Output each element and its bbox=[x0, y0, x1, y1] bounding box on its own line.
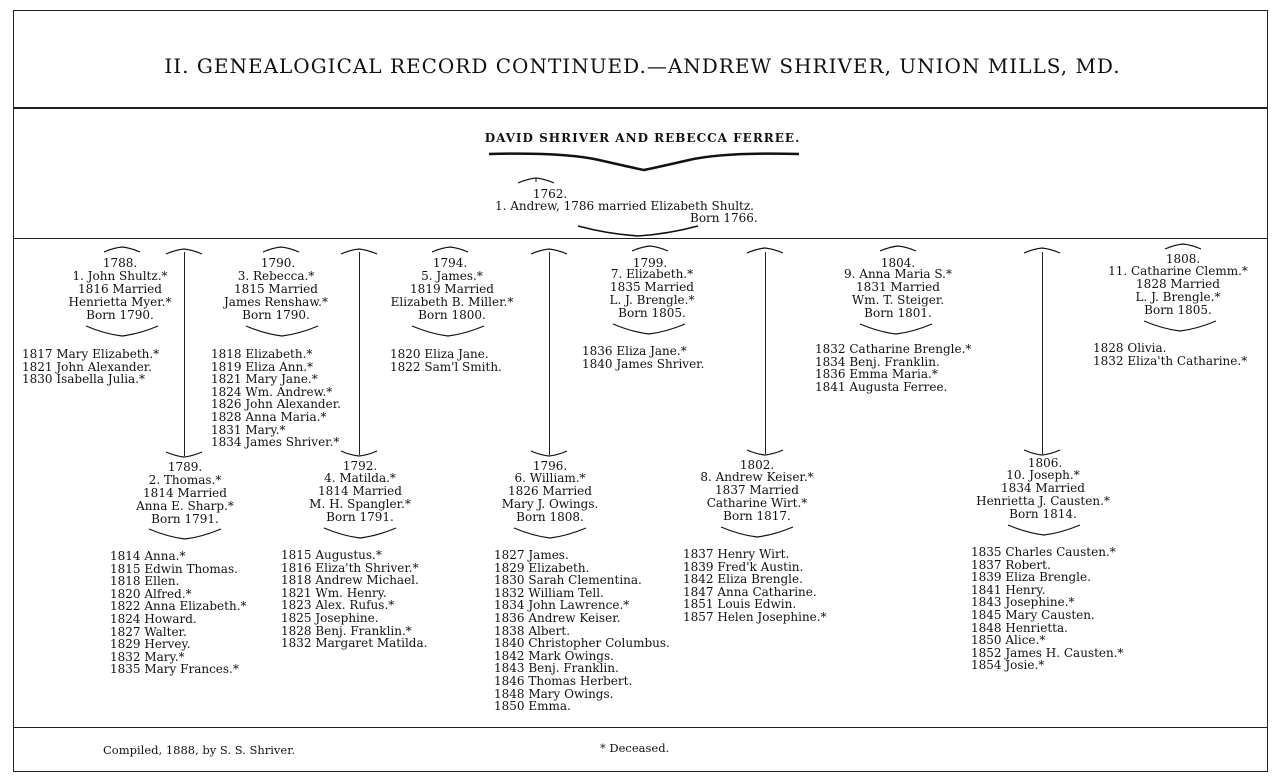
compiled-credit: Compiled, 1888, by S. S. Shriver. bbox=[103, 743, 296, 757]
child-entry: 1832 William Tell. bbox=[494, 585, 604, 600]
family-spouse: Catharine Wirt.* bbox=[706, 496, 808, 510]
family-married: 1831 Married bbox=[856, 280, 940, 294]
child-entry: 1843 Benj. Franklin. bbox=[494, 661, 619, 676]
child-entry: 1835 Mary Frances.* bbox=[110, 662, 239, 677]
child-entry: 1817 Mary Elizabeth.* bbox=[22, 347, 160, 361]
family-spouse: Anna E. Sharp.* bbox=[136, 499, 234, 513]
family-married: 1828 Married bbox=[1136, 277, 1220, 291]
deceased-note: * Deceased. bbox=[600, 741, 670, 755]
andrew-year: 1762. bbox=[532, 187, 568, 201]
child-entry: 1839 Eliza Brengle. bbox=[971, 570, 1091, 585]
child-entry: 1854 Josie.* bbox=[971, 658, 1045, 673]
family-married: 1834 Married bbox=[1001, 481, 1085, 495]
family-year: 1790. bbox=[260, 256, 296, 270]
child-entry: 1830 Isabella Julia.* bbox=[22, 372, 146, 387]
child-entry: 1828 Benj. Franklin.* bbox=[281, 623, 412, 638]
child-entry: 1850 Emma. bbox=[494, 699, 571, 714]
family-born: Born 1808. bbox=[516, 510, 584, 524]
child-entry: 1836 Andrew Keiser. bbox=[494, 610, 621, 625]
child-entry: 1821 John Alexander. bbox=[22, 359, 152, 374]
family-born: Born 1800. bbox=[418, 308, 486, 322]
child-entry: 1824 Howard. bbox=[110, 611, 197, 626]
child-entry: 1846 Thomas Herbert. bbox=[494, 673, 633, 688]
child-entry: 1834 James Shriver.* bbox=[211, 435, 340, 450]
family-year: 1796. bbox=[532, 459, 568, 473]
family-name: 7. Elizabeth.* bbox=[610, 267, 694, 281]
family-born: Born 1801. bbox=[864, 306, 932, 320]
family-name: 1. John Shultz.* bbox=[72, 269, 168, 283]
child-entry: 1836 Eliza Jane.* bbox=[582, 344, 687, 358]
family-spouse: Elizabeth B. Miller.* bbox=[390, 295, 514, 309]
parents-heading: DAVID SHRIVER AND REBECCA FERREE. bbox=[484, 131, 801, 145]
family-married: 1815 Married bbox=[234, 282, 318, 296]
family-born: Born 1814. bbox=[1009, 507, 1077, 521]
child-entry: 1814 Anna.* bbox=[110, 549, 186, 563]
child-entry: 1827 James. bbox=[494, 548, 569, 562]
child-entry: 1850 Alice.* bbox=[971, 633, 1046, 648]
child-entry: 1835 Charles Causten.* bbox=[971, 545, 1116, 559]
child-entry: 1815 Edwin Thomas. bbox=[110, 561, 238, 576]
child-entry: 1827 Walter. bbox=[110, 624, 187, 639]
family-married: 1814 Married bbox=[318, 484, 402, 498]
child-entry: 1825 Josephine. bbox=[281, 610, 379, 625]
family-name: 4. Matilda.* bbox=[324, 471, 396, 485]
family-married: 1837 Married bbox=[715, 483, 799, 497]
andrew-born: Born 1766. bbox=[690, 211, 758, 225]
child-entry: 1857 Helen Josephine.* bbox=[683, 609, 827, 624]
family-born: Born 1790. bbox=[242, 308, 310, 322]
family-married: 1819 Married bbox=[410, 282, 494, 296]
family-married: 1826 Married bbox=[508, 484, 592, 498]
family-born: Born 1791. bbox=[326, 510, 394, 524]
family-year: 1808. bbox=[1165, 252, 1201, 266]
family-name: 6. William.* bbox=[514, 471, 586, 485]
child-entry: 1837 Henry Wirt. bbox=[683, 547, 790, 561]
family-name: 5. James.* bbox=[421, 269, 483, 283]
family-married: 1835 Married bbox=[610, 280, 694, 294]
child-entry: 1821 Mary Jane.* bbox=[211, 372, 318, 387]
family-born: Born 1817. bbox=[723, 509, 791, 523]
andrew-line: 1. Andrew, 1786 married Elizabeth Shultz. bbox=[495, 199, 754, 213]
family-year: 1799. bbox=[632, 256, 668, 270]
child-entry: 1829 Elizabeth. bbox=[494, 560, 590, 575]
child-entry: 1842 Mark Owings. bbox=[494, 648, 614, 663]
child-entry: 1848 Henrietta. bbox=[971, 620, 1068, 635]
family-year: 1794. bbox=[432, 256, 468, 270]
child-entry: 1852 James H. Causten.* bbox=[971, 645, 1124, 660]
family-year: 1802. bbox=[739, 458, 775, 472]
child-entry: 1836 Emma Maria.* bbox=[815, 367, 938, 382]
child-entry: 1832 Eliza'th Catharine.* bbox=[1093, 353, 1248, 368]
child-entry: 1834 Benj. Franklin. bbox=[815, 354, 940, 369]
family-born: Born 1790. bbox=[86, 308, 154, 322]
child-entry: 1826 John Alexander. bbox=[211, 397, 341, 412]
child-entry: 1829 Hervey. bbox=[110, 637, 191, 652]
family-spouse: L. J. Brengle.* bbox=[609, 293, 695, 307]
child-entry: 1845 Mary Causten. bbox=[971, 607, 1095, 622]
child-entry: 1822 Anna Elizabeth.* bbox=[110, 599, 247, 614]
child-entry: 1830 Sarah Clementina. bbox=[494, 573, 642, 588]
child-entry: 1840 James Shriver. bbox=[582, 356, 705, 371]
family-married: 1814 Married bbox=[143, 486, 227, 500]
family-spouse: Wm. T. Steiger. bbox=[851, 293, 945, 307]
child-entry: 1837 Robert. bbox=[971, 557, 1051, 572]
child-entry: 1822 Sam'l Smith. bbox=[390, 359, 502, 374]
child-entry: 1841 Henry. bbox=[971, 582, 1046, 597]
child-entry: 1815 Augustus.* bbox=[281, 548, 382, 562]
family-born: Born 1791. bbox=[151, 512, 219, 526]
child-entry: 1820 Alfred.* bbox=[110, 586, 192, 601]
family-name: 8. Andrew Keiser.* bbox=[700, 470, 814, 484]
family-year: 1789. bbox=[167, 460, 203, 474]
child-entry: 1816 Eliza'th Shriver.* bbox=[281, 560, 419, 575]
family-spouse: Henrietta Myer.* bbox=[68, 295, 172, 309]
child-entry: 1828 Anna Maria.* bbox=[211, 409, 327, 424]
child-entry: 1832 Margaret Matilda. bbox=[281, 636, 428, 651]
family-spouse: James Renshaw.* bbox=[224, 295, 328, 309]
family-spouse: M. H. Spangler.* bbox=[309, 497, 411, 511]
child-entry: 1840 Christopher Columbus. bbox=[494, 636, 670, 651]
child-entry: 1818 Elizabeth.* bbox=[211, 347, 313, 361]
family-name: 10. Joseph.* bbox=[1006, 468, 1080, 482]
family-married: 1816 Married bbox=[78, 282, 162, 296]
family-born: Born 1805. bbox=[1144, 303, 1212, 317]
child-entry: 1834 John Lawrence.* bbox=[494, 598, 630, 613]
family-spouse: L. J. Brengle.* bbox=[1135, 290, 1221, 304]
family-year: 1804. bbox=[880, 256, 916, 270]
child-entry: 1824 Wm. Andrew.* bbox=[211, 384, 333, 399]
child-entry: 1823 Alex. Rufus.* bbox=[281, 598, 395, 613]
family-name: 3. Rebecca.* bbox=[237, 269, 315, 283]
family-year: 1788. bbox=[102, 256, 138, 270]
child-entry: 1818 Andrew Michael. bbox=[281, 573, 419, 588]
child-entry: 1832 Mary.* bbox=[110, 649, 185, 664]
family-name: 9. Anna Maria S.* bbox=[844, 267, 952, 281]
child-entry: 1842 Eliza Brengle. bbox=[683, 572, 803, 587]
child-entry: 1831 Mary.* bbox=[211, 422, 286, 437]
child-entry: 1832 Catharine Brengle.* bbox=[815, 342, 972, 356]
page-title: II. GENEALOGICAL RECORD CONTINUED.—ANDREW SHRIVER, UNION MILLS, MD. bbox=[164, 54, 1121, 78]
family-spouse: Mary J. Owings. bbox=[501, 497, 599, 511]
child-entry: 1841 Augusta Ferree. bbox=[815, 379, 948, 394]
family-spouse: Henrietta J. Causten.* bbox=[976, 494, 1110, 508]
family-born: Born 1805. bbox=[618, 306, 686, 320]
family-name: 2. Thomas.* bbox=[148, 473, 222, 487]
family-year: 1792. bbox=[342, 459, 378, 473]
child-entry: 1847 Anna Catharine. bbox=[683, 584, 817, 599]
child-entry: 1821 Wm. Henry. bbox=[281, 585, 387, 600]
child-entry: 1843 Josephine.* bbox=[971, 595, 1075, 610]
family-year: 1806. bbox=[1027, 456, 1063, 470]
child-entry: 1838 Albert. bbox=[494, 623, 571, 638]
child-entry: 1828 Olivia. bbox=[1093, 341, 1167, 355]
child-entry: 1819 Eliza Ann.* bbox=[211, 359, 314, 374]
family-name: 11. Catharine Clemm.* bbox=[1108, 264, 1248, 278]
child-entry: 1839 Fred'k Austin. bbox=[683, 559, 804, 574]
child-entry: 1818 Ellen. bbox=[110, 574, 180, 589]
child-entry: 1820 Eliza Jane. bbox=[390, 347, 489, 361]
child-entry: 1848 Mary Owings. bbox=[494, 686, 614, 701]
child-entry: 1851 Louis Edwin. bbox=[683, 597, 797, 612]
